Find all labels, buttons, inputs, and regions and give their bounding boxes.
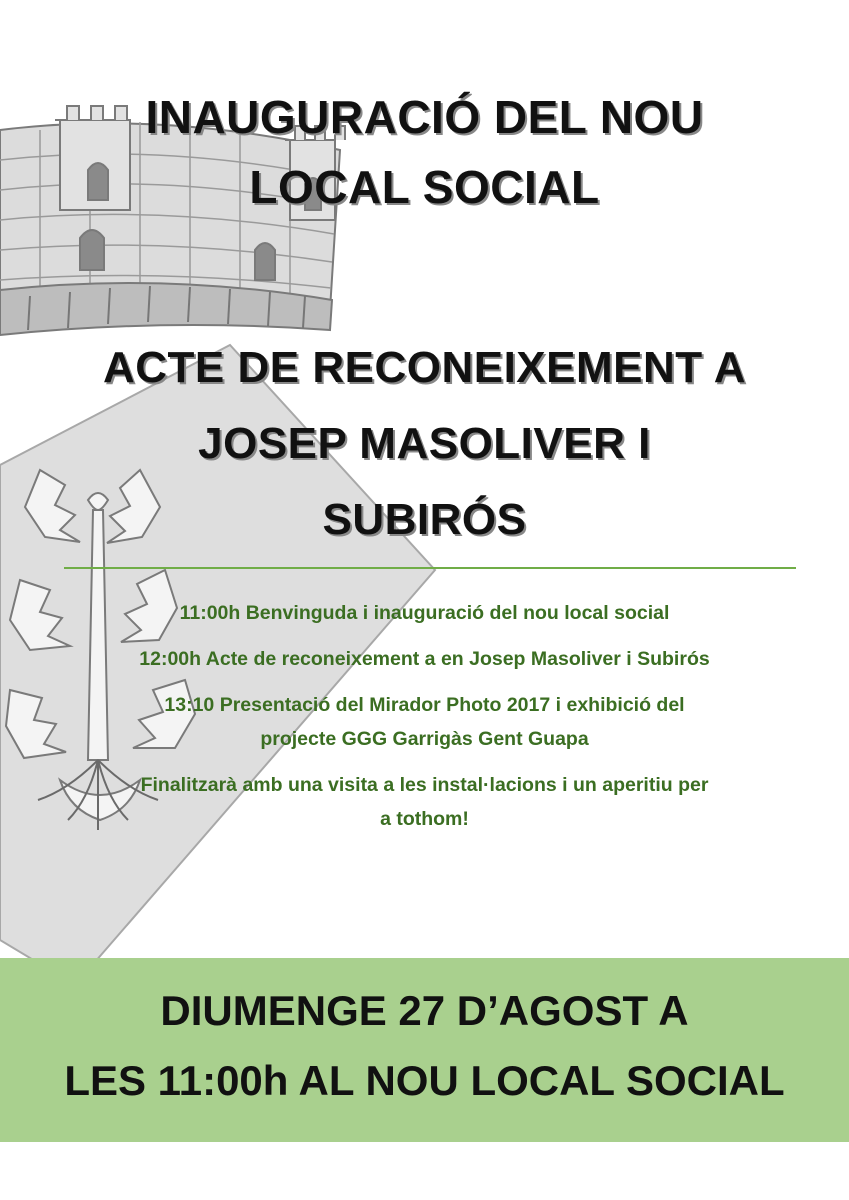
event-title — [0, 82, 849, 222]
schedule-item — [40, 596, 809, 630]
schedule-text: a tothom! — [380, 808, 469, 830]
schedule-item — [40, 642, 809, 676]
schedule-item — [40, 768, 809, 836]
schedule-text: 11:00h Benvinguda i inauguració del nou local social — [179, 602, 670, 624]
title-line-2: LOCAL SOCIAL — [249, 161, 600, 213]
schedule-text: 13:10 Presentació del Mirador Photo 2017 i exhibició del — [164, 694, 685, 716]
schedule-item — [40, 688, 809, 756]
banner-line-1: DIUMENGE 27 D’AGOST A — [160, 987, 689, 1034]
date-banner — [0, 958, 849, 1142]
schedule-text: 12:00h Acte de reconeixement a en Josep Masoliver i Subirós — [139, 648, 710, 670]
subtitle-line-3: SUBIRÓS — [322, 495, 527, 544]
subtitle-line-1: ACTE DE RECONEIXEMENT A — [102, 343, 747, 392]
banner-line-2: LES 11:00h AL NOU LOCAL SOCIAL — [64, 1057, 785, 1104]
title-line-1: INAUGURACIÓ DEL NOU — [145, 91, 704, 143]
schedule-text: projecte GGG Garrigàs Gent Guapa — [260, 728, 589, 750]
divider — [64, 567, 796, 569]
schedule-list — [40, 596, 809, 848]
subtitle-line-2: JOSEP MASOLIVER I — [198, 419, 651, 468]
schedule-text: Finalitzarà amb una visita a les instal·lacions i un aperitiu per — [140, 774, 709, 796]
event-subtitle — [0, 330, 849, 558]
